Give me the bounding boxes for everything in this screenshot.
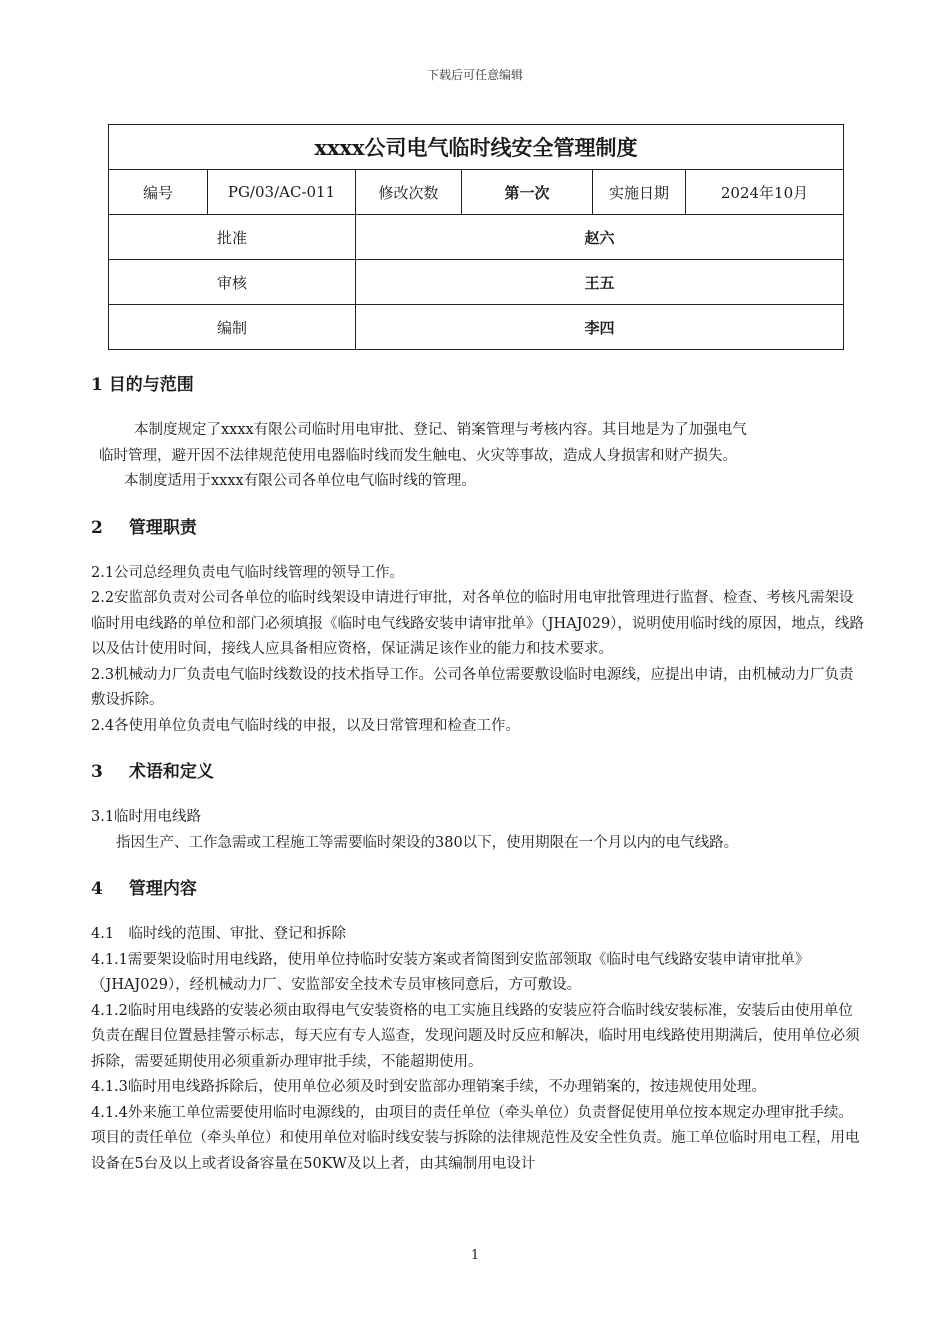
document-title: xxxx公司电气临时线安全管理制度	[109, 125, 844, 170]
section-4-title: 管理内容	[128, 879, 197, 899]
section-3-number: 3	[91, 762, 103, 782]
section-4-heading	[91, 876, 866, 902]
table-row	[109, 305, 844, 350]
section-2-title: 管理职责	[128, 517, 197, 538]
section-1-paragraph-1: 本制度规定了xxxx有限公司临时用电审批、登记、销案管理与考核内容。其目地是为了加强电气	[134, 422, 747, 438]
section-2-heading	[91, 515, 866, 541]
section-1-title: 目的与范围	[108, 375, 194, 395]
section-1-number: 1	[91, 375, 103, 395]
list-item: 4.1.3临时用电线路拆除后，使用单位必须及时到安监部办理销案手续，不办理销案的，按违规使用处理。	[91, 1079, 766, 1095]
section-2-number: 2	[91, 517, 103, 538]
compile-value: 李四	[356, 305, 844, 350]
document-body	[91, 372, 866, 1177]
id-label: 编号	[109, 170, 208, 215]
list-item: 4.1.1需要架设临时用电线路，使用单位持临时安装方案或者简图到安监部领取《临时电气线路安装申请审批单》（JHAJ029），经机械动力厂、安监部安全技术专员审核同意后，方可敷设。	[91, 951, 810, 993]
compile-label: 编制	[109, 305, 356, 350]
list-item: 2.1公司总经理负责电气临时线管理的领导工作。	[91, 564, 405, 581]
section-1-paragraph-1-cont: 临时管理，避开因不法律规范使用电器临时线而发生触电、火灾等事故，造成人身损害和财产损失。	[99, 447, 737, 464]
page-header-note: 下载后可任意编辑	[426, 68, 523, 82]
section-4-number: 4	[91, 879, 103, 899]
section-3-heading	[91, 759, 866, 785]
list-item: 4.1 临时线的范围、审批、登记和拆除	[91, 926, 347, 942]
id-value: PG/03/AC-011	[208, 170, 356, 215]
section-3-title: 术语和定义	[128, 762, 214, 782]
date-value: 2024年10月	[686, 170, 844, 215]
definition-paragraph: 指因生产、工作急需或工程施工等需要临时架设的380以下，使用期限在一个月以内的电气线路。	[116, 834, 739, 851]
approve-value: 赵六	[356, 215, 844, 260]
list-item: 2.3机械动力厂负责电气临时线数设的技术指导工作。公司各单位需要敷设临时电源线，应提出申请，由机械动力厂负责敷设拆除。	[91, 666, 854, 708]
section-1-paragraph-2: 本制度适用于xxxx有限公司各单位电气临时线的管理。	[124, 473, 476, 489]
section-1-heading	[91, 372, 866, 398]
list-item: 2.2安监部负责对公司各单位的临时线架设申请进行审批，对各单位的临时用电审批管理进行监督、检查、考核凡需架设临时用电线路的单位和部门必须填报《临时电气线路安装申请审批单》（JHAJ029），说明使用临时线的原因，地点，线路以及估计使用时间，接线人应具备相应资格，保证满足该作业的能力和技术要求。	[91, 590, 864, 657]
table-row	[109, 215, 844, 260]
table-title-row	[109, 125, 844, 170]
date-label: 实施日期	[593, 170, 686, 215]
revision-value: 第一次	[462, 170, 593, 215]
page-number: 1	[470, 1248, 480, 1263]
list-item: 2.4各使用单位负责电气临时线的申报，以及日常管理和检查工作。	[91, 717, 521, 734]
list-item: 4.1.2临时用电线路的安装必须由取得电气安装资格的电工实施且线路的安装应符合临时线安装标准，安装后由使用单位负责在醒目位置悬挂警示标志，每天应有专人巡查，发现问题及时反应和解决，临时用电线路使用期满后，使用单位必须拆除，需要延期使用必须重新办理审批手续，不能超期使用。	[91, 1002, 860, 1070]
table-row	[109, 170, 844, 215]
revision-label: 修改次数	[356, 170, 462, 215]
review-value: 王五	[356, 260, 844, 305]
document-info-table	[108, 124, 844, 350]
list-item: 3.1临时用电线路	[91, 809, 202, 825]
approve-label: 批准	[109, 215, 356, 260]
review-label: 审核	[109, 260, 356, 305]
list-item: 4.1.4外来施工单位需要使用临时电源线的，由项目的责任单位（牵头单位）负责督促使用单位按本规定办理审批手续。项目的责任单位（牵头单位）和使用单位对临时线安装与拆除的法律规范性及安全性负责。施工单位临时用电工程，用电设备在5台及以上或者设备容量在50KW及以上者，由其编制用电设计	[91, 1104, 860, 1172]
table-row	[109, 260, 844, 305]
